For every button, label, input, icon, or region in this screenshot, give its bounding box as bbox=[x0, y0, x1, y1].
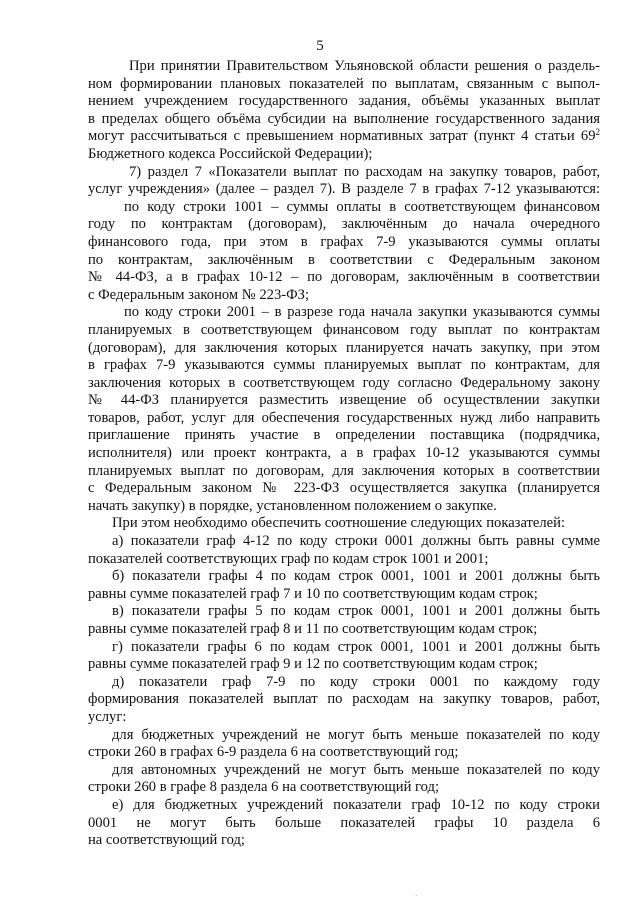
paragraph-row-2001 bbox=[88, 304, 600, 515]
paragraph-item-e bbox=[88, 797, 600, 850]
text-line: равны сумме показателей граф 8 и 11 по соответствующим кодам строк; bbox=[88, 621, 538, 637]
text-line: могут рассчитываться с превышением нормативных затрат (пункт 4 статьи 69 bbox=[88, 128, 596, 145]
scan-speck: · bbox=[415, 892, 418, 900]
paragraph-item-v bbox=[88, 603, 600, 638]
text-line: заключения которых в соответствующем году согласно Федеральному закону bbox=[88, 374, 600, 391]
paragraph-ratio-intro bbox=[88, 515, 600, 533]
document-body bbox=[88, 58, 600, 850]
text-line: в пределах общего объёма субсидии на выполнение государственного задания bbox=[88, 110, 600, 127]
paragraph-budget-institutions bbox=[88, 727, 600, 762]
paragraph-subsidy-planning bbox=[88, 58, 600, 164]
text-line: финансового года, при этом в графах 7-9 указываются суммы оплаты bbox=[88, 233, 600, 250]
paragraph-item-g bbox=[88, 639, 600, 674]
text-line: равны сумме показателей граф 7 и 10 по соответствующим кодам строк; bbox=[88, 585, 538, 602]
text-line: д) показатели граф 7-9 по коду строки 0001 по каждому году bbox=[112, 673, 600, 690]
text-line: для автономных учреждений не могут быть меньше показателей по коду bbox=[112, 761, 600, 778]
text-line: строки 260 в графах 6-9 раздела 6 на соответствующий год; bbox=[88, 744, 459, 761]
text-line: приглашение принять участие в определении поставщика (подрядчика, bbox=[88, 427, 600, 444]
text-line: услуг: bbox=[88, 708, 127, 725]
text-line: Бюджетного кодекса Российской Федерации); bbox=[88, 145, 373, 162]
paragraph-section-7 bbox=[88, 164, 600, 199]
text-line: При этом необходимо обеспечить соотношение следующих показателей: bbox=[112, 515, 566, 532]
text-line: № 44-ФЗ планируется разместить извещение об осуществлении закупки bbox=[88, 392, 600, 409]
text-line: на соответствующий год; bbox=[88, 832, 245, 849]
text-line: услуг учреждения» (далее – раздел 7). В разделе 7 в графах 7-12 указываются: bbox=[88, 181, 600, 198]
text-line: товаров, работ, услуг для обеспечения государственных нужд либо направить bbox=[88, 409, 600, 426]
text-line: г) показатели графы 6 по кодам строк 0001, 1001 и 2001 должны быть bbox=[112, 638, 600, 655]
text-line: для бюджетных учреждений не могут быть меньше показателей по коду bbox=[112, 726, 600, 743]
text-line: в графах 7-9 указываются суммы планируемых выплат по контрактам, для bbox=[88, 357, 600, 374]
text-line: равны сумме показателей граф 9 и 12 по соответствующим кодам строк; bbox=[88, 656, 538, 673]
text-line-with-footnote bbox=[88, 128, 600, 146]
text-line: по контрактам, заключённым в соответствии с Федеральным законом bbox=[88, 251, 600, 268]
text-line: с Федеральным законом № 223-ФЗ осуществляется закупка (планируется bbox=[88, 480, 600, 497]
text-line: нением учреждением государственного задания, объёмы указанных выплат bbox=[88, 93, 600, 110]
text-line: 7) раздел 7 «Показатели выплат по расходам на закупку товаров, работ, bbox=[129, 163, 600, 180]
text-line: строки 260 в графе 8 раздела 6 на соответствующий год; bbox=[88, 779, 440, 796]
text-line: планируемых выплат по договорам, для заключения которых в соответствии bbox=[88, 462, 600, 479]
paragraph-row-1001 bbox=[88, 199, 600, 305]
page-number: 5 bbox=[316, 38, 324, 54]
paragraph-autonomous-institutions bbox=[88, 762, 600, 797]
text-line: формирования показателей выплат по расходам на закупку товаров, работ, bbox=[88, 691, 600, 708]
text-line: по коду строки 2001 – в разрезе года начала закупки указываются суммы bbox=[124, 304, 600, 321]
paragraph-item-d bbox=[88, 674, 600, 727]
superscript: 2 bbox=[595, 127, 600, 138]
text-line: е) для бюджетных учреждений показатели граф 10-12 по коду строки bbox=[112, 796, 600, 813]
text-line: При принятии Правительством Ульяновской области решения о раздель- bbox=[129, 58, 600, 74]
text-line: б) показатели графы 4 по кодам строк 0001, 1001 и 2001 должны быть bbox=[112, 568, 600, 585]
text-line: а) показатели граф 4-12 по коду строки 0001 должны быть равны сумме bbox=[112, 533, 600, 550]
paragraph-item-a bbox=[88, 533, 600, 568]
text-line: начать закупку) в порядке, установленном положением о закупке. bbox=[88, 497, 497, 514]
text-line: показателей соответствующих граф по кодам строк 1001 и 2001; bbox=[88, 550, 489, 567]
text-line: с Федеральным законом № 223-ФЗ; bbox=[88, 286, 310, 303]
text-line: № 44-ФЗ, а в графах 10-12 – по договорам, заключённым в соответствии bbox=[88, 269, 600, 286]
text-line: (договорам), для заключения которых планируется начать закупку, при этом bbox=[88, 339, 600, 356]
text-line: по коду строки 1001 – суммы оплаты в соответствующем финансовом bbox=[124, 198, 600, 215]
text-line: году по контрактам (договорам), заключённым до начала очередного bbox=[88, 216, 600, 233]
text-line: планируемых в соответствующем финансовом году выплат по контрактам bbox=[88, 321, 600, 338]
text-line: 0001 не могут быть больше показателей графы 10 раздела 6 bbox=[88, 814, 600, 831]
paragraph-item-b bbox=[88, 568, 600, 603]
text-line: исполнителя) или проект контракта, а в графах 10-12 указываются суммы bbox=[88, 445, 600, 462]
text-line: в) показатели графы 5 по кодам строк 0001, 1001 и 2001 должны быть bbox=[112, 603, 600, 620]
text-line: ном формировании плановых показателей по выплатам, связанным с выпол- bbox=[88, 75, 600, 92]
